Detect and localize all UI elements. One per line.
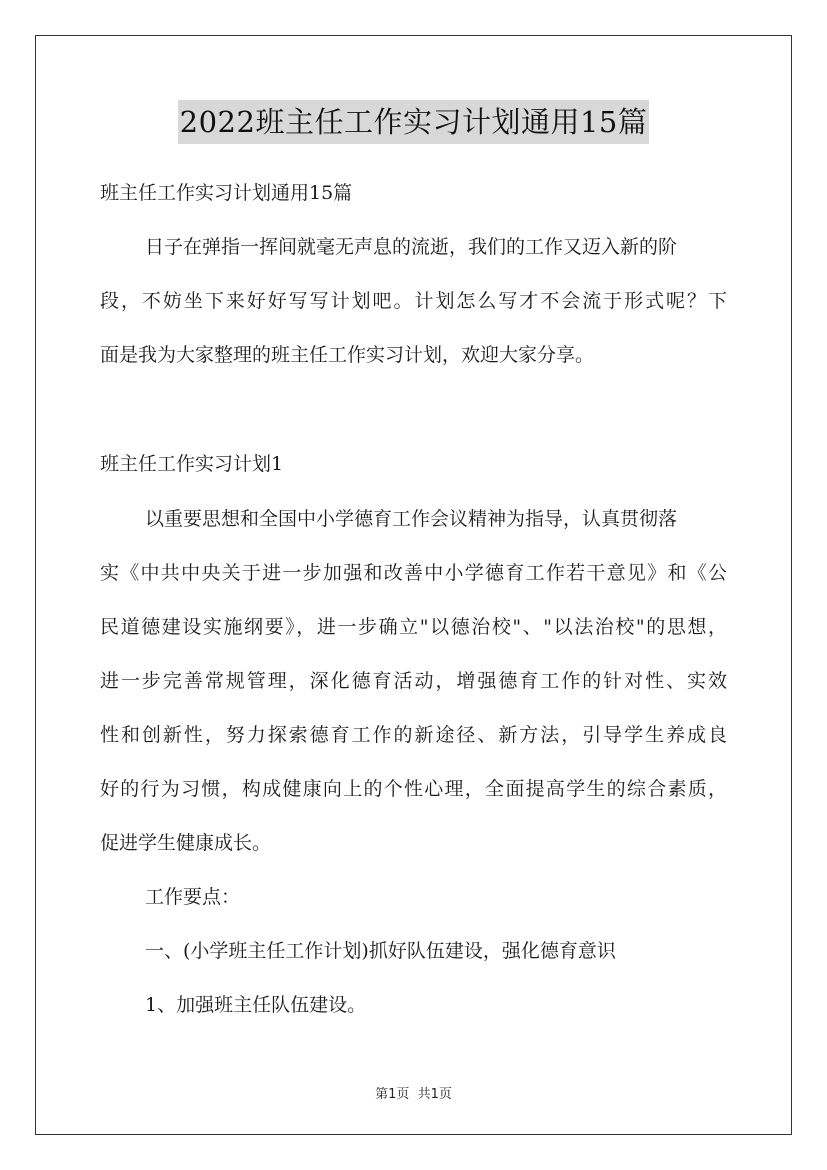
intro-line-1: 日子在弹指一挥间就毫无声息的流逝，我们的工作又迈入新的阶 [145,236,678,258]
intro-line-3: 面是我为大家整理的班主任工作实习计划，欢迎大家分享。 [100,344,595,366]
section-paragraph-line-2: 实《中共中央关于进一步加强和改善中小学德育工作若干意见》和《公 [100,562,727,584]
page-footer [0,1083,827,1102]
section-heading: 班主任工作实习计划1 [100,453,284,475]
section-paragraph-line-5: 性和创新性，努力探索德育工作的新途径、新方法，引导学生养成良 [100,724,727,746]
section-paragraph-line-6: 好的行为习惯，构成健康向上的个性心理，全面提高学生的综合素质， [100,778,727,800]
page-total: 共1页 [417,1087,452,1102]
work-points-heading: 工作要点： [145,886,241,908]
point-one: 一、(小学班主任工作计划)抓好队伍建设，强化德育意识 [145,940,616,962]
document-subtitle: 班主任工作实习计划通用15篇 [100,182,353,204]
document-title: 2022班主任工作实习计划通用15篇 [178,100,650,144]
section-paragraph-line-4: 进一步完善常规管理，深化德育活动，增强德育工作的针对性、实效 [100,670,727,692]
title-container [0,100,827,144]
page-number: 第1页 [375,1087,410,1102]
section-paragraph-line-3: 民道德建设实施纲要》，进一步确立"以德治校"、"以法治校"的思想， [100,616,727,638]
intro-line-2: 段，不妨坐下来好好写写计划吧。计划怎么写才不会流于形式呢？下 [100,290,727,312]
section-paragraph-line-1: 以重要思想和全国中小学德育工作会议精神为指导，认真贯彻落 [145,508,678,530]
section-paragraph-line-7: 促进学生健康成长。 [100,832,272,854]
point-one-sub-one: 1、加强班主任队伍建设。 [145,994,367,1016]
